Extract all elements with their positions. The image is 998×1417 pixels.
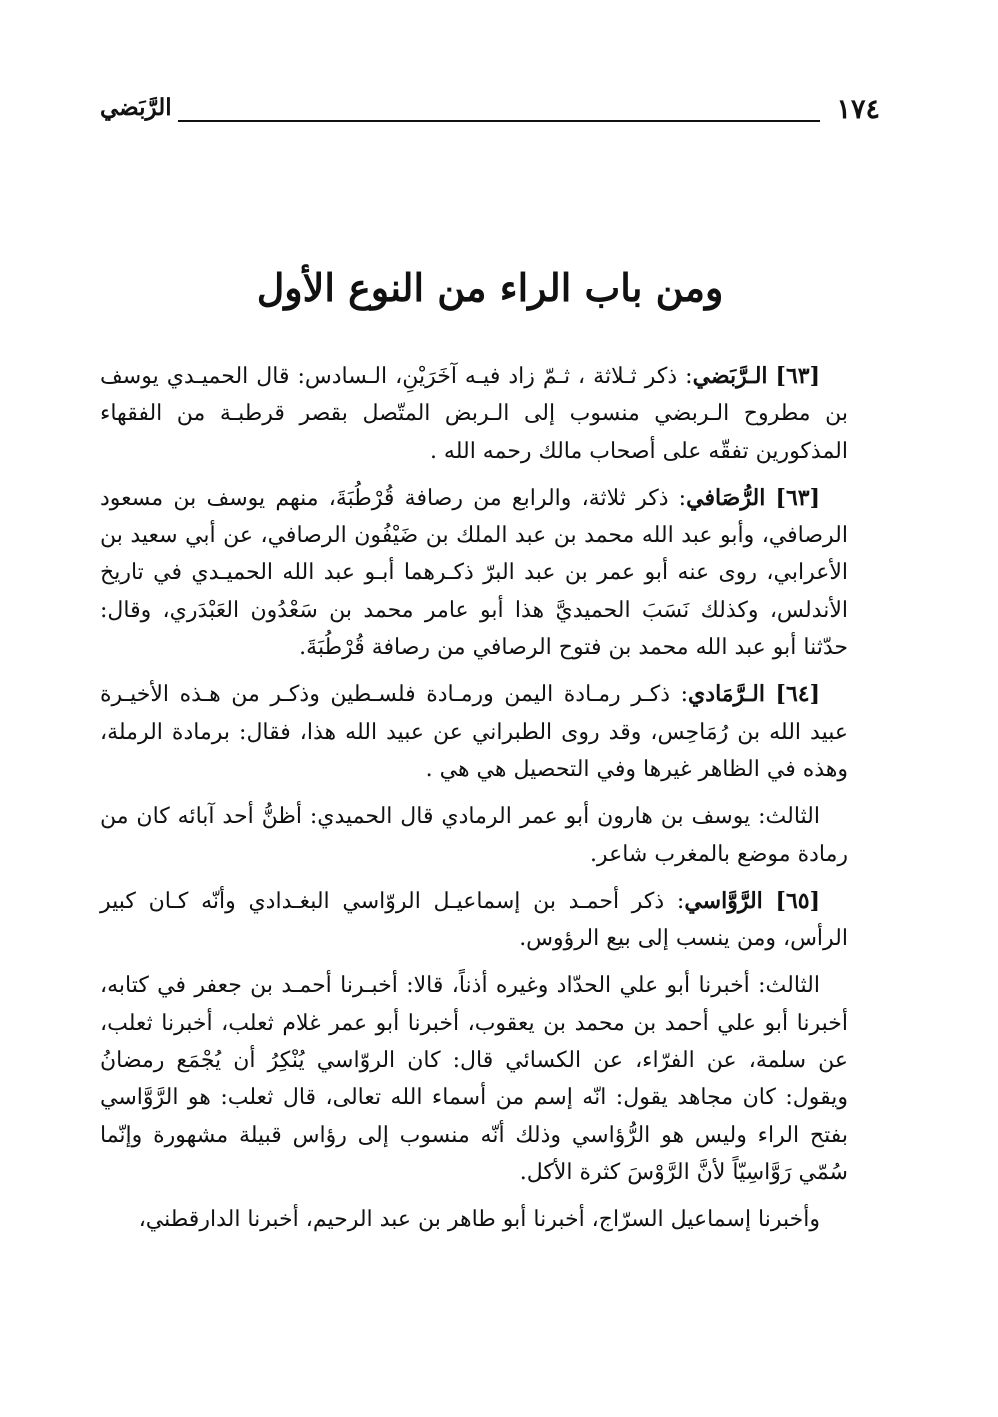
entry-text: : ذكر ثلاثة، والرابع من رصافة قُرْطُبَةَ، منهم يوسف بن مسعود الرصافي، وأبو عبد الله محمد بن عبد الملك بن ضَيْفُون الرصافي، عن أبي سعيد بن الأعرابي، روى عنه أبو عمر بن عبد البرّ ذكـرهما أبـو عبد الله الحميـدي في تاريخ الأندلس، وكذلك نَسَبَ الحميديَّ هذا أبو عامر محمد بن سَعْدُون العَبْدَري، وقال: حدّثنا أبو عبد الله محمد بن فتوح الرصافي من رصافة قُرْطُبَةَ. xyxy=(100,485,848,661)
page-number: ١٧٤ xyxy=(836,94,880,125)
entry-text: : ذكـر رمـادة اليمن ورمـادة فلسـطين وذكـر من هـذه الأخيـرة عبيد الله بن رُمَاحِس، وقد روى الطبراني عن عبيد الله هذا، فقال: برمادة الرملة، وهذه في الظاهر غيرها وفي التحصيل هي هي . xyxy=(100,682,848,782)
entry-text: وأخبرنا إسماعيل السرّاج، أخبرنا أبو طاهر بن عبد الرحيم، أخبرنا الدارقطني، xyxy=(138,1207,820,1233)
entry-term: الرُّصَافي xyxy=(686,484,766,511)
body-text xyxy=(100,358,848,1239)
entry-rabadi xyxy=(100,358,848,470)
paragraph-final xyxy=(100,1201,848,1238)
entry-rawwasi xyxy=(100,883,848,958)
entry-number: [٦٤] xyxy=(775,681,820,708)
entry-text: : ذكر أحمـد بن إسماعيـل الروّاسي البغـدادي وأنّه كـان كبير الرأس، ومن ينسب إلى بيع الرؤوس. xyxy=(100,888,848,952)
entry-text: : ذكر ثـلاثة ، ثـمّ زاد فيـه آخَرَيْنِ، الـسادس: قال الحميـدي يوسف بن مطروح الـربضي منسوب إلى الـربض المتّصل بقصر قرطبـة من الفقهاء المذكورين تفقّه على أصحاب مالك رحمه الله . xyxy=(100,364,848,464)
entry-rusafi xyxy=(100,480,848,666)
entry-text: الثالث: أخبرنا أبو علي الحدّاد وغيره أذناً، قالا: أخبـرنا أحمـد بن جعفر في كتابه، أخبرنا أبو علي أحمد بن محمد بن يعقوب، أخبرنا أبو عمر غلام ثعلب، أخبرنا ثعلب، عن سلمة، عن الفرّاء، عن الكسائي قال: كان الروّاسي يُنْكِرُ أن يُجْمَع رمضانُ ويقول: كان مجاهد يقول: انّه إسم من أسماء الله تعالى، قال ثعلب: هو الرَّوَّاسي بفتح الراء وليس هو الرُّؤاسي وذلك أنّه منسوب إلى رؤاس قبيلة مشهورة وإنّما سُمّي رَوَّاسِيّاً لأنَّ الرَّوْسَ كثرة الأكل. xyxy=(100,973,848,1185)
entry-number: [٦٣] xyxy=(775,484,820,511)
entry-number: [٦٣] xyxy=(775,363,820,389)
entry-text: الثالث: يوسف بن هارون أبو عمر الرمادي قال الحميدي: أظنُّ أحد آبائه كان من رمادة موضع بالمغرب شاعر. xyxy=(100,804,848,867)
entry-term: الـرَّبَضي xyxy=(692,363,768,389)
running-header xyxy=(100,94,880,134)
section-title: ومن باب الراء من النوع الأول xyxy=(256,265,724,310)
entry-term: الرَّوَّاسي xyxy=(684,887,763,914)
paragraph-rawwasi-third xyxy=(100,967,848,1191)
paragraph-ramadi-third xyxy=(100,798,848,873)
entry-ramadi xyxy=(100,676,848,788)
entry-number: [٦٥] xyxy=(775,887,820,914)
entry-term: الـرَّمَادي xyxy=(688,681,765,708)
header-rule xyxy=(178,120,820,122)
running-title: الرَّبَضي xyxy=(100,94,172,121)
